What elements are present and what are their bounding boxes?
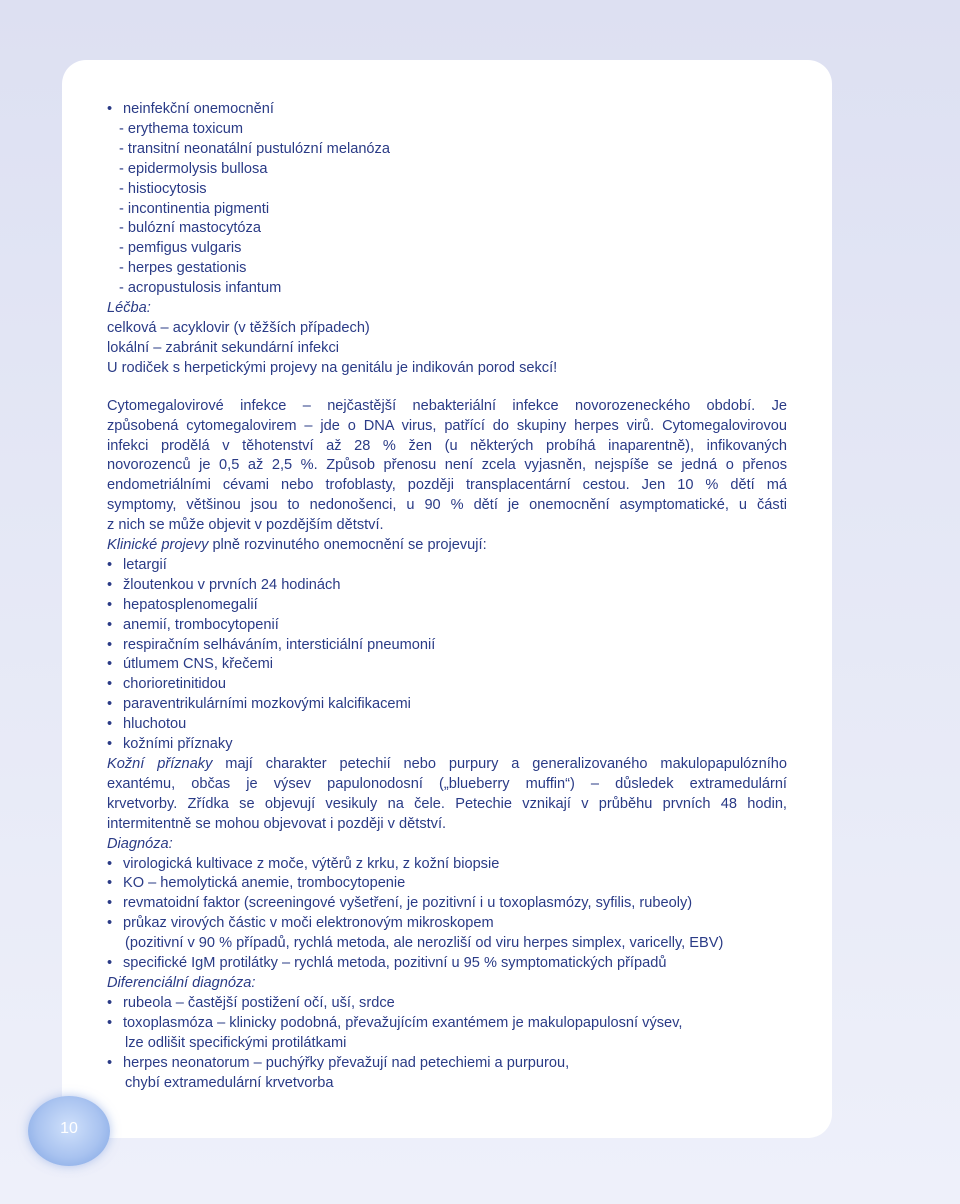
list-item: - bulózní mastocytóza xyxy=(119,220,261,237)
list-item: • specifické IgM protilátky – rychlá metoda, pozitivní u 95 % symptomatických případů xyxy=(107,954,787,974)
list-item: • rubeola – častější postižení očí, uší, srdce xyxy=(107,994,787,1014)
noninfectious-bullet: • neinfekční onemocnění xyxy=(107,100,787,120)
list-item: - epidermolysis bullosa xyxy=(119,160,268,177)
treatment-line: celková – acyklovir (v těžších případech) xyxy=(107,319,370,336)
list-item: • toxoplasmóza – klinicky podobná, převažujícím exantémem je makulopapulosní výsev, xyxy=(107,1014,787,1034)
list-item-continuation: lze odlišit specifickými protilátkami xyxy=(125,1034,347,1051)
list-item: • hluchotou xyxy=(107,715,787,735)
treatment-line: lokální – zabránit sekundární infekci xyxy=(107,339,340,356)
page-number: 10 xyxy=(60,1120,78,1137)
list-item: - incontinentia pigmenti xyxy=(119,200,270,217)
skin-line: krvetvorby. Zřídka se objevují vesikuly na čele. Petechie vznikají v průběhu prvních 48 hodin, xyxy=(107,795,787,812)
paragraph-line: Cytomegalovirové infekce – nejčastější nebakteriální infekce novorozeneckého období. Je xyxy=(107,397,787,414)
list-item: • revmatoidní faktor (screeningové vyšetření, je pozitivní i u toxoplasmózy, syfilis, rubeoly) xyxy=(107,894,787,914)
differential-heading: Diferenciální diagnóza: xyxy=(107,974,256,991)
diagnosis-heading: Diagnóza: xyxy=(107,835,173,852)
skin-intro xyxy=(107,755,787,775)
list-item: • paraventrikulárními mozkovými kalcifikacemi xyxy=(107,695,787,715)
list-item: - erythema toxicum xyxy=(119,120,244,137)
clinical-intro xyxy=(107,536,787,556)
list-item: - pemfigus vulgaris xyxy=(119,240,242,257)
treatment-heading: Léčba: xyxy=(107,300,151,317)
list-item: • herpes neonatorum – puchýřky převažují nad petechiemi a purpurou, xyxy=(107,1054,787,1074)
list-item: • letargií xyxy=(107,556,787,576)
section-gap xyxy=(107,379,787,397)
skin-line: exantému, občas je výsev papulonodosní („blueberry muffin“) – důsledek extramedulární xyxy=(107,775,787,792)
list-item: • žloutenkou v prvních 24 hodinách xyxy=(107,576,787,596)
list-item: • útlumem CNS, křečemi xyxy=(107,655,787,675)
list-item: • virologická kultivace z moče, výtěrů z krku, z kožní biopsie xyxy=(107,855,787,875)
skin-line: intermitentně se mohou objevovat i později v dětství. xyxy=(107,815,447,832)
paragraph-line: infekci prodělá v těhotenství až 28 % žen (u některých probíhá inaparentně), infikovaných xyxy=(107,437,787,454)
clinical-label: Klinické projevy xyxy=(107,537,209,554)
list-item: • anemií, trombocytopenií xyxy=(107,616,787,636)
paragraph-line: z nich se může objevit v pozdějším dětství. xyxy=(107,517,384,534)
skin-label: Kožní příznaky xyxy=(107,756,213,772)
list-item: • KO – hemolytická anemie, trombocytopenie xyxy=(107,874,787,894)
page-content xyxy=(107,100,787,1093)
paragraph-line: endometriálními cévami nebo trofoblasty, později transplacentární cestou. Jen 10 % dětí má xyxy=(107,477,787,494)
list-item: - transitní neonatální pustulózní melanóza xyxy=(119,140,390,157)
paragraph-line: novorozenců je 0,5 až 2,5 %. Způsob přenosu není zcela vyjasněn, nejspíše se jedná o přenos xyxy=(107,457,787,474)
list-item: • průkaz virových částic v moči elektronovým mikroskopem xyxy=(107,914,787,934)
paragraph-line: způsobená cytomegalovirem – jde o DNA virus, patřící do skupiny herpes virů. Cytomegalovirovou xyxy=(107,417,787,434)
list-item: - acropustulosis infantum xyxy=(119,280,282,297)
list-item-continuation: (pozitivní v 90 % případů, rychlá metoda, ale nerozliší od viru herpes simplex, varicelly, EBV) xyxy=(125,935,724,952)
list-item: - histiocytosis xyxy=(119,180,207,197)
list-item: • kožními příznaky xyxy=(107,735,787,755)
list-item: - herpes gestationis xyxy=(119,260,247,277)
list-item-continuation: chybí extramedulární krvetvorba xyxy=(125,1074,334,1091)
list-item: • chorioretinitidou xyxy=(107,675,787,695)
skin-rest: mají charakter petechií nebo purpury a generalizovaného makulopapulózního xyxy=(212,756,788,772)
list-item: • respiračním selháváním, intersticiální pneumonií xyxy=(107,636,787,656)
list-item: • hepatosplenomegalií xyxy=(107,596,787,616)
paragraph-line: symptomy, většinou jsou to nedonošenci, u 90 % dětí je onemocnění asymptomatické, u části xyxy=(107,497,787,514)
page-number-badge xyxy=(28,1096,110,1166)
clinical-rest: plně rozvinutého onemocnění se projevují: xyxy=(208,537,487,554)
treatment-line: U rodiček s herpetickými projevy na genitálu je indikován porod sekcí! xyxy=(107,359,558,376)
